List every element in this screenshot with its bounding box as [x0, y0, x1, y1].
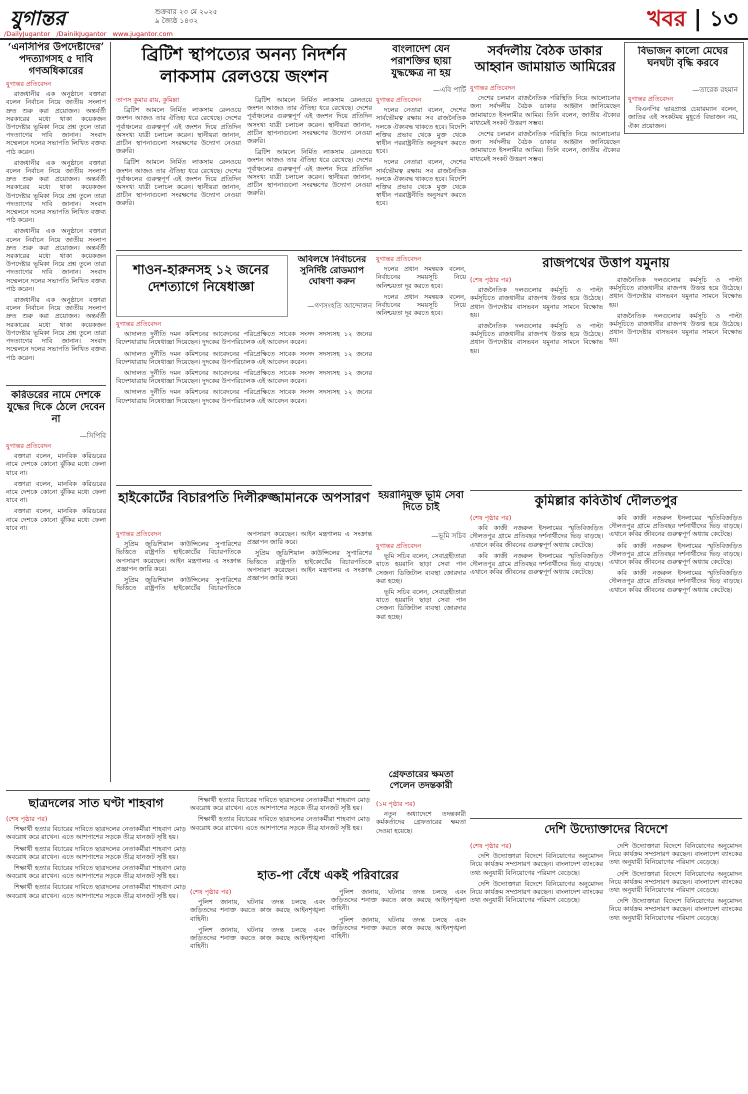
body-text: রাজধানীর এক অনুষ্ঠানে বক্তারা বলেন নির্বাচন নিয়ে জাতীয় সংলাপ দ্রুত শুরু করা প্রয়োজন। অন্তর্বর্তী সরকারের মধ্যে থাকা কয়েকজন উপদেষ্টার ভূমিকা নিয়ে প্রশ্ন তুলে তারা পদত্যাগের দাবি জানান। সংবাদ সম্মেলনে দলের সভাপতি লিখিত বক্তব্য পাঠ করেন। [6, 227, 106, 293]
story-comilla [470, 514, 742, 814]
headline-attribution: —গণসংহতি আন্দোলন [307, 302, 372, 310]
headline-udyokta: দেশি উদ্যোক্তাদের বিদেশে [544, 822, 668, 836]
byline: যুগান্তর প্রতিবেদন [376, 255, 422, 263]
body-text: পুলিশ জানায়, ঘটনার তদন্ত চলছে এবং জড়িতদের শনাক্ত করতে কাজ করছে আইনশৃঙ্খলা বাহিনী। [190, 925, 325, 951]
story-hatpa [190, 888, 466, 1088]
body-text: শিক্ষার্থী হত্যার বিচারের দাবিতে ছাত্রদলের নেতাকর্মীরা শাহবাগ মোড় অবরোধ করে রাখেন। এতে আশপাশের সড়কে তীব্র যানজট সৃষ্টি হয়। [6, 864, 186, 881]
headline-gonodhikar: ‘এনসিপির উপদেষ্টাদের’ পদত্যাগসহ ৫ দাবি গণঅধিকারের [7, 42, 105, 77]
byline: যুগান্তর প্রতিবেদন [376, 96, 422, 104]
body-text: আদালত দুর্নীতি দমন কমিশনের আবেদনের পরিপ্রেক্ষিতে সাবেক সংসদ সদস্যসহ ১২ জনের বিদেশযাত্রায় নিষেধাজ্ঞা দিয়েছেন। দুদকের উপপরিচালক এই আবেদন করেন। [116, 349, 372, 366]
headline-jamaat: সর্বদলীয় বৈঠক ডাকার আহ্বান জামায়াত আমিরের [474, 44, 616, 75]
story-chhatradal-cont [190, 796, 370, 866]
body-text: নতুন অধ্যাদেশে তদন্তকারী কর্মকর্তাদের গ্রেফতারের ক্ষমতা দেওয়া হয়েছে। [376, 810, 466, 835]
divider [6, 790, 370, 791]
byline: (শেষ পৃষ্ঠার পর) [470, 514, 512, 522]
body-text: রাজধানীর এক অনুষ্ঠানে বক্তারা বলেন নির্বাচন নিয়ে জাতীয় সংলাপ দ্রুত শুরু করা প্রয়োজন। অন্তর্বর্তী সরকারের মধ্যে থাকা কয়েকজন উপদেষ্টার ভূমিকা নিয়ে প্রশ্ন তুলে তারা পদত্যাগের দাবি জানান। সংবাদ সম্মেলনে দলের সভাপতি লিখিত বক্তব্য পাঠ করেন। [6, 158, 106, 225]
headline-attribution: —তারেক রহমান [692, 86, 738, 94]
body-text: রাজনৈতিক দলগুলোর কর্মসূচি ও পাল্টা কর্মসূচিতে রাজধানীর রাজপথ উত্তপ্ত হয়ে উঠেছে। প্রধান উপদেষ্টার বাসভবন যমুনার সামনে বিক্ষোভ হয়। [470, 322, 603, 355]
body-text: ব্রিটিশ আমলে নির্মিত লাকসাম রেলওয়ে জংশন আজও তার ঐতিহ্য ধরে রেখেছে। দেশের পূর্বাঞ্চলের গুরুত্বপূর্ণ এই জংশন দিয়ে প্রতিদিন অসংখ্য যাত্রী চলাচল করেন। স্থানীয়রা জানান, প্রাচীন স্থাপনাগুলো সংরক্ষণের উদ্যোগ নেওয়া জরুরি। [247, 96, 372, 146]
body-text: সুপ্রিম জুডিশিয়াল কাউন্সিলের সুপারিশের ভিত্তিতে রাষ্ট্রপতি হাইকোর্টের বিচারপতিকে অপসারণ করেছেন। আইন মন্ত্রণালয় এ সংক্রান্ত প্রজ্ঞাপন জারি করে। [116, 530, 372, 593]
byline: যুগান্তর প্রতিবেদন [470, 84, 516, 92]
divider [116, 485, 372, 486]
body-text: দেশের চলমান রাজনৈতিক পরিস্থিতি নিয়ে আলোচনার জন্য সর্বদলীয় বৈঠক ডাকার আহ্বান জানিয়েছেন জামায়াতে ইসলামীর আমির। তিনি বলেন, জাতীয় ঐক্যের মাধ্যমেই সংকট উত্তরণ সম্ভব। [470, 130, 620, 163]
body-text: ব্রিটিশ আমলে নির্মিত লাকসাম রেলওয়ে জংশন আজও তার ঐতিহ্য ধরে রেখেছে। দেশের পূর্বাঞ্চলের গুরুত্বপূর্ণ এই জংশন দিয়ে প্রতিদিন অসংখ্য যাত্রী চলাচল করেন। স্থানীয়রা জানান, প্রাচীন স্থাপনাগুলো সংরক্ষণের উদ্যোগ নেওয়া জরুরি। [116, 158, 241, 208]
byline: যুগান্তর প্রতিবেদন [6, 442, 52, 450]
divider [470, 490, 742, 491]
byline: (শেষ পৃষ্ঠার পর) [6, 815, 48, 823]
body-text: রাজনৈতিক দলগুলোর কর্মসূচি ও পাল্টা কর্মসূচিতে রাজধানীর রাজপথ উত্তপ্ত হয়ে উঠেছে। প্রধান উপদেষ্টার বাসভবন যমুনার সামনে বিক্ষোভ হয়। [609, 311, 742, 345]
byline: যুগান্তর প্রতিবেদন [6, 80, 52, 88]
masthead [0, 0, 748, 40]
story-grefotar [376, 800, 466, 860]
facebook-link[interactable]: /DailyJugantor [4, 30, 51, 38]
byline: (শেষ পৃষ্ঠার পর) [470, 842, 512, 850]
body-text: রাজনৈতিক দলগুলোর কর্মসূচি ও পাল্টা কর্মসূচিতে রাজধানীর রাজপথ উত্তপ্ত হয়ে উঠেছে। প্রধান উপদেষ্টার বাসভবন যমুনার সামনে বিক্ষোভ হয়। [470, 286, 603, 319]
byline: (শেষ পৃষ্ঠার পর) [470, 276, 512, 284]
headline-attribution: —এবি পার্টি [432, 86, 466, 94]
dateline [155, 8, 295, 26]
section-title: খবর | ১৩ [647, 7, 738, 32]
byline: (শেষ পৃষ্ঠার পর) [190, 888, 232, 896]
body-text: দলের প্রধান সমন্বয়ক বলেন, নির্বাচনের সময়সূচি নিয়ে অনিশ্চয়তা দূর করতে হবে। [376, 265, 466, 290]
social-links [4, 30, 173, 38]
body-text: শিক্ষার্থী হত্যার বিচারের দাবিতে ছাত্রদলের নেতাকর্মীরা শাহবাগ মোড় অবরোধ করে রাখেন। এতে আশপাশের সড়কে তীব্র যানজট সৃষ্টি হয়। [6, 825, 186, 842]
story-corridor [6, 442, 106, 782]
headline-bhumi: হয়রানিমুক্ত ভূমি সেবা দিতে চাই [378, 490, 464, 513]
page-number: ১৩ [709, 7, 738, 32]
story-gonosonghoti [376, 255, 466, 485]
twitter-link[interactable]: /DainikJugantor [56, 30, 107, 38]
body-text: দেশি উদ্যোক্তারা বিদেশে বিনিয়োগের অনুমোদন নিয়ে কার্যক্রম সম্প্রসারণ করছেন। বাংলাদেশ ব্যাংকের তথ্য অনুযায়ী বিনিয়োগের পরিমাণ বেড়েছে। [609, 897, 742, 922]
headline-chhatradal: ছাত্রদলের সাত ঘণ্টা শাহবাগ [28, 796, 164, 810]
headline-hatpa: হাত-পা বেঁধে একই পরিবারের [257, 868, 399, 882]
body-text: দেশি উদ্যোক্তারা বিদেশে বিনিয়োগের অনুমোদন নিয়ে কার্যক্রম সম্প্রসারণ করছেন। বাংলাদেশ ব্যাংকের তথ্য অনুযায়ী বিনিয়োগের পরিমাণ বেড়েছে। [609, 869, 742, 895]
story-jamaat [470, 84, 620, 244]
story-bhumi [376, 542, 466, 762]
divider [6, 385, 106, 386]
body-text: দলের নেতারা বলেন, দেশের সার্বভৌমত্ব রক্ষায় সব রাজনৈতিক দলকে ঐক্যবদ্ধ থাকতে হবে। বিদেশি শক্তির প্রভাব থেকে মুক্ত থেকে স্বাধীন পররাষ্ট্রনীতি অনুসরণ করতে হবে। [376, 106, 466, 156]
headline-tarique: বিভাজন কালো মেঘের ঘনঘটা বৃদ্ধি করবে [637, 46, 729, 69]
newspaper-logo: যুগান্তর [10, 6, 66, 30]
body-text: শিক্ষার্থী হত্যার বিচারের দাবিতে ছাত্রদলের নেতাকর্মীরা শাহবাগ মোড় অবরোধ করে রাখেন। এতে আশপাশের সড়কে তীব্র যানজট সৃষ্টি হয়। [6, 883, 186, 900]
date-bn: ৯ জ্যৈষ্ঠ ১৪৩২ [155, 17, 198, 25]
body-text: দেশি উদ্যোক্তারা বিদেশে বিনিয়োগের অনুমোদন নিয়ে কার্যক্রম সম্প্রসারণ করছেন। বাংলাদেশ ব্যাংকের তথ্য অনুযায়ী বিনিয়োগের পরিমাণ বেড়েছে। [609, 842, 742, 867]
body-text: রাজধানীর এক অনুষ্ঠানে বক্তারা বলেন নির্বাচন নিয়ে জাতীয় সংলাপ দ্রুত শুরু করা প্রয়োজন। অন্তর্বর্তী সরকারের মধ্যে থাকা কয়েকজন উপদেষ্টার ভূমিকা নিয়ে প্রশ্ন তুলে তারা পদত্যাগের দাবি জানান। সংবাদ সম্মেলনে দলের সভাপতি লিখিত বক্তব্য পাঠ করেন। [6, 296, 106, 362]
body-text: সুপ্রিম জুডিশিয়াল কাউন্সিলের সুপারিশের ভিত্তিতে রাষ্ট্রপতি হাইকোর্টের বিচারপতিকে অপসারণ করেছেন। আইন মন্ত্রণালয় এ সংক্রান্ত প্রজ্ঞাপন জারি করে। [116, 540, 241, 573]
body-text: ব্রিটিশ আমলে নির্মিত লাকসাম রেলওয়ে জংশন আজও তার ঐতিহ্য ধরে রেখেছে। দেশের পূর্বাঞ্চলের গুরুত্বপূর্ণ এই জংশন দিয়ে প্রতিদিন অসংখ্য যাত্রী চলাচল করেন। স্থানীয়রা জানান, প্রাচীন স্থাপনাগুলো সংরক্ষণের উদ্যোগ নেওয়া জরুরি। [247, 148, 372, 198]
byline: যুগান্তর প্রতিবেদন [376, 542, 422, 550]
body-text: শিক্ষার্থী হত্যার বিচারের দাবিতে ছাত্রদলের নেতাকর্মীরা শাহবাগ মোড় অবরোধ করে রাখেন। এতে আশপাশের সড়কে তীব্র যানজট সৃষ্টি হয়। [190, 796, 370, 813]
byline: (১ম পৃষ্ঠার পর) [376, 800, 416, 808]
body-text: দলের প্রধান সমন্বয়ক বলেন, নির্বাচনের সময়সূচি নিয়ে অনিশ্চয়তা দূর করতে হবে। [376, 292, 466, 318]
story-laksam [116, 96, 372, 246]
body-text: দেশি উদ্যোক্তারা বিদেশে বিনিয়োগের অনুমোদন নিয়ে কার্যক্রম সম্প্রসারণ করছেন। বাংলাদেশ ব্যাংকের তথ্য অনুযায়ী বিনিয়োগের পরিমাণ বেড়েছে। [470, 879, 603, 905]
body-text: পুলিশ জানায়, ঘটনার তদন্ত চলছে এবং জড়িতদের শনাক্ত করতে কাজ করছে আইনশৃঙ্খলা বাহিনী। [190, 898, 325, 923]
body-text: ব্রিটিশ আমলে নির্মিত লাকসাম রেলওয়ে জংশন আজও তার ঐতিহ্য ধরে রেখেছে। দেশের পূর্বাঞ্চলের গুরুত্বপূর্ণ এই জংশন দিয়ে প্রতিদিন অসংখ্য যাত্রী চলাচল করেন। স্থানীয়রা জানান, প্রাচীন স্থাপনাগুলো সংরক্ষণের উদ্যোগ নেওয়া জরুরি। [116, 106, 241, 156]
body-text: শিক্ষার্থী হত্যার বিচারের দাবিতে ছাত্রদলের নেতাকর্মীরা শাহবাগ মোড় অবরোধ করে রাখেন। এতে আশপাশের সড়কে তীব্র যানজট সৃষ্টি হয়। [190, 815, 370, 832]
headline-corridor: করিডরের নামে দেশকে যুদ্ধের দিকে ঠেলে দেবেন না [7, 390, 105, 425]
story-tarique [628, 95, 738, 130]
story-rajpoth [470, 276, 742, 486]
body-text: আদালত দুর্নীতি দমন কমিশনের আবেদনের পরিপ্রেক্ষিতে সাবেক সংসদ সদস্যসহ ১২ জনের বিদেশযাত্রায় নিষেধাজ্ঞা দিয়েছেন। দুদকের উপপরিচালক এই আবেদন করেন। [116, 369, 372, 386]
divider [470, 818, 742, 819]
byline: যুগান্তর প্রতিবেদন [116, 530, 162, 538]
body-text: কবি কাজী নজরুল ইসলামের স্মৃতিবিজড়িত দৌলতপুর গ্রামে প্রতিবছর দর্শনার্থীদের ভিড় বাড়ছে। এখানে কবির জীবনের গুরুত্বপূর্ণ অধ্যায় কেটেছে। [609, 541, 742, 567]
story-highcourt [116, 530, 372, 690]
body-text: রাজধানীর এক অনুষ্ঠানে বক্তারা বলেন নির্বাচন নিয়ে জাতীয় সংলাপ দ্রুত শুরু করা প্রয়োজন। অন্তর্বর্তী সরকারের মধ্যে থাকা কয়েকজন উপদেষ্টার ভূমিকা নিয়ে প্রশ্ন তুলে তারা পদত্যাগের দাবি জানান। সংবাদ সম্মেলনে দলের সভাপতি লিখিত বক্তব্য পাঠ করেন। [6, 90, 106, 156]
headline-attribution: —সিপিবি [79, 432, 106, 440]
body-text: দেশি উদ্যোক্তারা বিদেশে বিনিয়োগের অনুমোদন নিয়ে কার্যক্রম সম্প্রসারণ করছেন। বাংলাদেশ ব্যাংকের তথ্য অনুযায়ী বিনিয়োগের পরিমাণ বেড়েছে। [470, 852, 603, 877]
body-text: আদালত দুর্নীতি দমন কমিশনের আবেদনের পরিপ্রেক্ষিতে সাবেক সংসদ সদস্যসহ ১২ জনের বিদেশযাত্রায় নিষেধাজ্ঞা দিয়েছেন। দুদকের উপপরিচালক এই আবেদন করেন। [116, 388, 372, 405]
body-text: শিক্ষার্থী হত্যার বিচারের দাবিতে ছাত্রদলের নেতাকর্মীরা শাহবাগ মোড় অবরোধ করে রাখেন। এতে আশপাশের সড়কে তীব্র যানজট সৃষ্টি হয়। [6, 844, 186, 861]
byline: যুগান্তর প্রতিবেদন [116, 320, 162, 328]
body-text: কবি কাজী নজরুল ইসলামের স্মৃতিবিজড়িত দৌলতপুর গ্রামে প্রতিবছর দর্শনার্থীদের ভিড় বাড়ছে। এখানে কবির জীবনের গুরুত্বপূর্ণ অধ্যায় কেটেছে। [470, 551, 603, 577]
byline: তাপস কুমার রায়, কুমিল্লা [116, 96, 180, 104]
story-shaon [116, 320, 372, 480]
body-text: বক্তারা বলেন, মানবিক করিডরের নামে দেশকে কোনো ঝুঁকির মধ্যে ফেলা যাবে না। [6, 452, 106, 477]
headline-gonosonghoti: অবিলম্বে নির্বাচনের সুনির্দিষ্ট রোডম্যাপ ঘোষণা করুন [297, 255, 367, 287]
byline: যুগান্তর প্রতিবেদন [628, 95, 674, 103]
body-text: কবি কাজী নজরুল ইসলামের স্মৃতিবিজড়িত দৌলতপুর গ্রামে প্রতিবছর দর্শনার্থীদের ভিড় বাড়ছে। এখানে কবির জীবনের গুরুত্বপূর্ণ অধ্যায় কেটেছে। [609, 569, 742, 594]
headline-attribution: —ভূমি সচিব [431, 532, 466, 540]
body-text: বক্তারা বলেন, মানবিক করিডরের নামে দেশকে কোনো ঝুঁকির মধ্যে ফেলা যাবে না। [6, 479, 106, 505]
story-abparty [376, 96, 466, 246]
column-divider [110, 42, 111, 782]
body-text: পুলিশ জানায়, ঘটনার তদন্ত চলছে এবং জড়িতদের শনাক্ত করতে কাজ করছে আইনশৃঙ্খলা বাহিনী। [331, 915, 466, 941]
web-link[interactable]: www.jugantor.com [112, 30, 173, 38]
body-text: আদালত দুর্নীতি দমন কমিশনের আবেদনের পরিপ্রেক্ষিতে সাবেক সংসদ সদস্যসহ ১২ জনের বিদেশযাত্রায় নিষেধাজ্ঞা দিয়েছেন। দুদকের উপপরিচালক এই আবেদন করেন। [116, 330, 372, 347]
body-text: রাজনৈতিক দলগুলোর কর্মসূচি ও পাল্টা কর্মসূচিতে রাজধানীর রাজপথ উত্তপ্ত হয়ে উঠেছে। প্রধান উপদেষ্টার বাসভবন যমুনার সামনে বিক্ষোভ হয়। [609, 276, 742, 309]
story-gonodhikar [6, 80, 106, 380]
story-chhatradal [6, 815, 186, 1085]
headline-grefotar: গ্রেফতারের ক্ষমতা পেলেন তদন্তকারী [388, 770, 454, 791]
divider [116, 250, 742, 251]
headline-rajpoth: রাজপথের উত্তাপ যমুনায় [542, 256, 670, 271]
headline-highcourt: হাইকোর্টের বিচারপতি দিলীরুজ্জামানকে অপসারণ [118, 491, 370, 506]
body-text: দেশের চলমান রাজনৈতিক পরিস্থিতি নিয়ে আলোচনার জন্য সর্বদলীয় বৈঠক ডাকার আহ্বান জানিয়েছেন জামায়াতে ইসলামীর আমির। তিনি বলেন, জাতীয় ঐক্যের মাধ্যমেই সংকট উত্তরণ সম্ভব। [470, 94, 620, 127]
headline-abparty: বাংলাদেশ যেন পরাশক্তির ছায়া যুদ্ধক্ষেত্র না হয় [390, 44, 452, 79]
date-en: শুক্রবার ২৩ মে ২০২৫ [155, 8, 218, 16]
body-text: বক্তারা বলেন, মানবিক করিডরের নামে দেশকে কোনো ঝুঁকির মধ্যে ফেলা যাবে না। [6, 507, 106, 532]
body-text: কবি কাজী নজরুল ইসলামের স্মৃতিবিজড়িত দৌলতপুর গ্রামে প্রতিবছর দর্শনার্থীদের ভিড় বাড়ছে। এখানে কবির জীবনের গুরুত্বপূর্ণ অধ্যায় কেটেছে। [470, 524, 603, 549]
section-name: খবর [647, 7, 687, 32]
story-udyokta [470, 842, 742, 1088]
body-text: ভূমি সচিব বলেন, সেবাগ্রহীতারা যাতে হয়রানি ছাড়া সেবা পান সেজন্য ডিজিটাল ব্যবস্থা জোরদার করা হচ্ছে। [376, 552, 466, 585]
body-text: কবি কাজী নজরুল ইসলামের স্মৃতিবিজড়িত দৌলতপুর গ্রামে প্রতিবছর দর্শনার্থীদের ভিড় বাড়ছে। এখানে কবির জীবনের গুরুত্বপূর্ণ অধ্যায় কেটেছে। [609, 514, 742, 539]
headline-laksam: ব্রিটিশ স্থাপত্যের অনন্য নিদর্শন লাকসাম রেলওয়ে জংশন [141, 45, 347, 87]
headline-comilla: কুমিল্লার কবিতীর্থ দৌলতপুর [534, 494, 678, 509]
body-text: ভূমি সচিব বলেন, সেবাগ্রহীতারা যাতে হয়রানি ছাড়া সেবা পান সেজন্য ডিজিটাল ব্যবস্থা জোরদার করা হচ্ছে। [376, 588, 466, 621]
headline-shaon: শাওন-হারুনসহ ১২ জনের দেশত্যাগে নিষেধাজ্ঞা [133, 263, 269, 295]
body-text: বিএনপির ভারপ্রাপ্ত চেয়ারম্যান বলেন, জাতির এই সংকটময় মুহূর্তে বিভাজন নয়, ঐক্য প্রয়োজন। [628, 105, 738, 130]
body-text: পুলিশ জানায়, ঘটনার তদন্ত চলছে এবং জড়িতদের শনাক্ত করতে কাজ করছে আইনশৃঙ্খলা বাহিনী। [331, 888, 466, 913]
body-text: দলের নেতারা বলেন, দেশের সার্বভৌমত্ব রক্ষায় সব রাজনৈতিক দলকে ঐক্যবদ্ধ থাকতে হবে। বিদেশি শক্তির প্রভাব থেকে মুক্ত থেকে স্বাধীন পররাষ্ট্রনীতি অনুসরণ করতে হবে। [376, 158, 466, 208]
body-text: সুপ্রিম জুডিশিয়াল কাউন্সিলের সুপারিশের ভিত্তিতে রাষ্ট্রপতি হাইকোর্টের বিচারপতিকে অপসারণ করেছেন। আইন মন্ত্রণালয় এ সংক্রান্ত প্রজ্ঞাপন জারি করে। [247, 549, 372, 583]
